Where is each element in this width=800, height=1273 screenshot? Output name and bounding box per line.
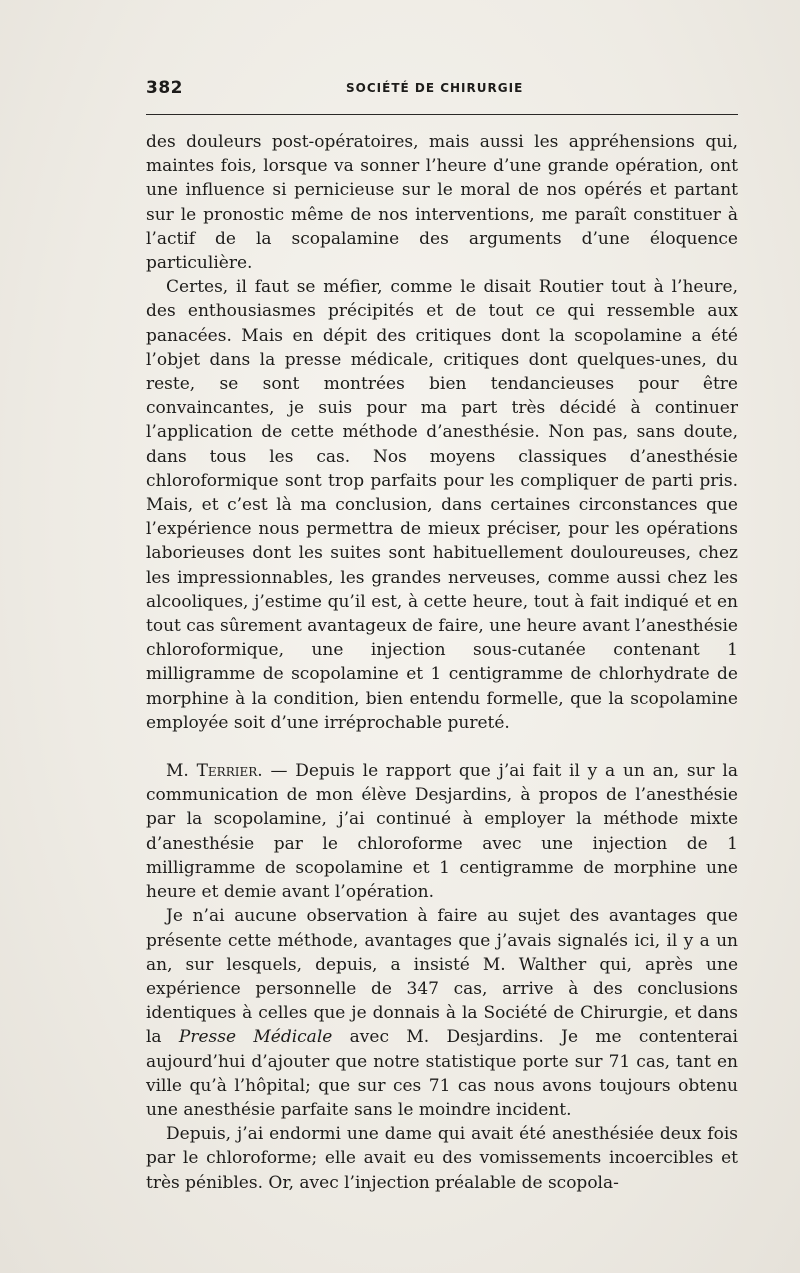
paragraph-terrier-text: — Depuis le rapport que j’ai fait il y a un an, sur la communication de mon élève Desjardins, à propos de l’anesthésie par la scopolamine, j’ai continué à employer la méthode mixte d’anesthésie par le chloroforme avec une injection de 1 milligramme de scopolamine et 1 centigramme de morphine une heure et demie avant l’opération. [146, 761, 738, 903]
paragraph-depuis: Depuis, j’ai endormi une dame qui avait été anesthésiée deux fois par le chloroforme; elle avait eu des vomissements incoercibles et très pénibles. Or, avec l’injection préalable de scopola- [146, 1124, 738, 1193]
header-rule [146, 114, 738, 115]
paragraph-certes: Certes, il faut se méfier, comme le disait Routier tout à l’heure, des enthousiasmes précipités et de tout ce qui ressemble aux panacées. Mais en dépit des critiques dont la scopolamine a été l’objet dans la presse médicale, critiques dont quelques-unes, du reste, se sont montrées bien tendancieuses pour être convaincantes, je suis pour ma part très décidé à continuer l’application de cette méthode d’anesthésie. Non pas, sans doute, dans tous les cas. Nos moyens classiques d’anesthésie chloroformique sont trop parfaits pour les compliquer de parti pris. Mais, et c’est là ma conclusion, dans certaines circonstances que l’expérience nous permettra de mieux préciser, pour les opérations laborieuses dont les suites sont habituellement douloureuses, chez les impressionnables, les grandes nerveuses, comme aussi chez les alcooliques, j’estime qu’il est, à cette heure, tout à fait indiqué et en tout cas sûrement avantageux de faire, une heure avant l’anesthésie chloroformique, une injection sous-cutanée contenant 1 milligramme de scopolamine et 1 centigramme de chlorhydrate de morphine à la condition, bien entendu formelle, que la scopolamine employée soit d’une irréprochable pureté. [146, 277, 738, 733]
speaker-name: M. Terrier. [166, 761, 263, 782]
page-header [146, 78, 738, 102]
paragraph-observation [146, 904, 738, 1122]
paragraph-observation-text-after: avec M. Desjardins. Je me contenterai aujourd’hui d’ajouter que notre statistique porte sur 71 cas, tant en ville qu’à l’hôpital; que sur ces 71 cas nous avons toujours obtenu une anesthésie parfaite sans le moindre incident. [146, 1027, 738, 1120]
page-number: 382 [146, 78, 183, 98]
paragraph-terrier [146, 759, 738, 904]
paragraph-continuation: des douleurs post-opératoires, mais aussi les appréhensions qui, maintes fois, lorsque va sonner l’heure d’une grande opération, ont une influence si pernicieuse sur le moral de nos opérés et partant sur le pronostic même de nos interventions, me paraît constituer à l’actif de la scopalamine des arguments d’une éloquence particulière. [146, 132, 738, 274]
body-text [146, 130, 738, 1195]
journal-title: Presse Médicale [178, 1027, 333, 1048]
paragraph-observation-text-before: Je n’ai aucune observation à faire au sujet des avantages que présente cette méthode, avantages que j’avais signalés ici, il y a un an, sur lesquels, depuis, a insisté M. Walther qui, après une expérience personnelle de 347 cas, arrive à des conclusions identiques à celles que je donnais à la Société de Chirurgie, et dans la [146, 906, 738, 1048]
running-head: SOCIÉTÉ DE CHIRURGIE [346, 81, 524, 95]
